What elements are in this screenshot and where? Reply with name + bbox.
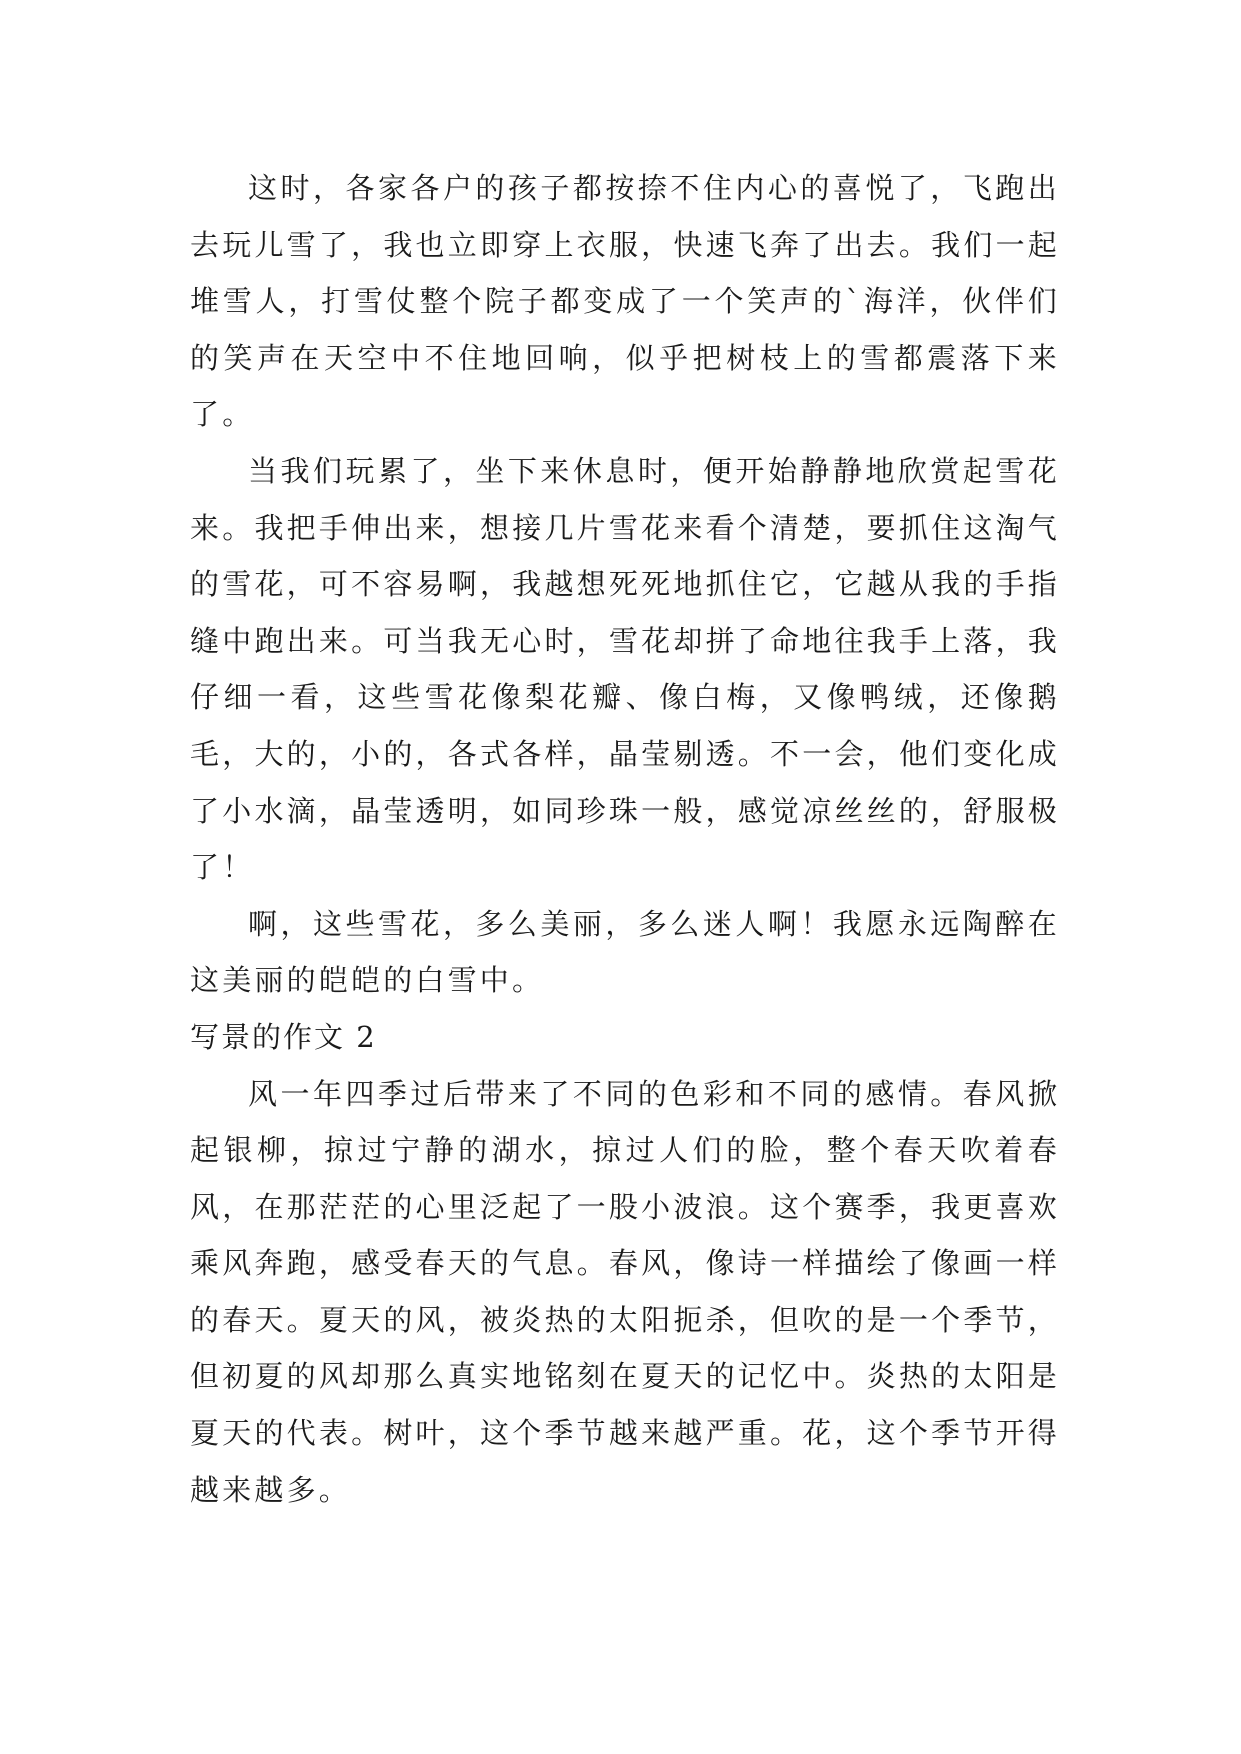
paragraph-snow-exclamation: 啊，这些雪花，多么美丽，多么迷人啊！我愿永远陶醉在这美丽的皑皑的白雪中。 (190, 906, 1060, 998)
paragraph-admiring-snowflakes: 当我们玩累了，坐下来休息时，便开始静静地欣赏起雪花来。我把手伸出来，想接几片雪花来看个清楚，要抓住这淘气的雪花，可不容易啊，我越想死死地抓住它，它越从我的手指缝中跑出来。可当我无心时，雪花却拼了命地往我手上落，我仔细一看，这些雪花像梨花瓣、像白梅，又像鸭绒，还像鹅毛，大的，小的，各式各样，晶莹剔透。不一会，他们变化成了小水滴，晶莹透明，如同珍珠一般，感觉凉丝丝的，舒服极了！ (190, 453, 1060, 885)
paragraph-seasons-wind: 风一年四季过后带来了不同的色彩和不同的感情。春风掀起银柳，掠过宁静的湖水，掠过人们的脸，整个春天吹着春风，在那茫茫的心里泛起了一股小波浪。这个赛季，我更喜欢乘风奔跑，感受春天的气息。春风，像诗一样描绘了像画一样的春天。夏天的风，被炎热的太阳扼杀，但吹的是一个季节，但初夏的风却那么真实地铭刻在夏天的记忆中。炎热的太阳是夏天的代表。树叶，这个季节越来越严重。花，这个季节开得越来越多。 (190, 1076, 1060, 1507)
paragraph-children-playing-snow: 这时，各家各户的孩子都按捺不住内心的喜悦了，飞跑出去玩儿雪了，我也立即穿上衣服，快速飞奔了出去。我们一起堆雪人，打雪仗整个院子都变成了一个笑声的`海洋，伙伴们的笑声在天空中不住地回响，似乎把树枝上的雪都震落下来了。 (190, 171, 1060, 432)
essay-heading: 写景的作文 2 (190, 1019, 377, 1054)
document-body (190, 160, 1060, 1518)
